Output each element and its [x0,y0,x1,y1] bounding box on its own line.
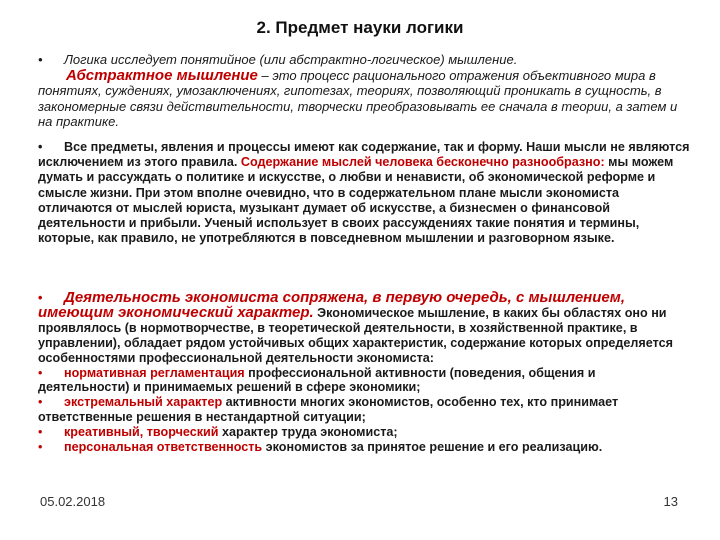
bullet: • [38,365,43,380]
p3-item-3-rest: характер труда экономиста; [218,425,398,440]
p3-item-2-term: экстремальный характер [64,395,223,410]
p2-highlight: Содержание мыслей человека бесконечно разнообразно: [240,155,605,170]
p3-item-4-term: персональная ответственность [64,440,263,455]
p1-lead: Логика исследует понятийное (или абстрактно-логическое) мышление. [64,52,518,67]
bullet: • [38,440,43,455]
p3-heading: Деятельность экономиста сопряжена, в первую очередь, с мышлением, имеющим экономический характер. [38,289,626,321]
p3-item-4-rest: экономистов за принятое решение и его реализацию. [262,440,603,455]
p3-item-1-rest: профессиональной активности (поведения, общения и деятельности) и принимаемых решений в сфере экономики; [38,365,596,395]
p2-text-2: мы можем думать и рассуждать о политике и искусстве, о любви и ненависти, об экономической реформе и смысле жизни. При этом вполне очевидно, что в содержательном плане мысли экономиста отличаются от мыслей юриста, музыкант думает об искусстве, а бизнесмен о финансовой деятельности и прибыли. Ученый использует в своих рассуждениях такие понятия и термины, которые, как правило, не употребляются в повседневном мышлении и разговорном языке. [38,155,674,246]
p2-text-1: Все предметы, явления и процессы имеют как содержание, так и форму. Наши мысли не являются исключением из этого правила. [38,140,690,170]
p1-rest: – это процесс рационального отражения объективного мира в понятиях, суждениях, умозаключениях, гипотезах, теориях, позволяющий проникать в сущность, в закономерные связи действительности, творчески преобразовывать ее сначала в теории, а затем и на практике. [38,67,678,129]
p3-item-1-term: нормативная регламентация [64,365,245,380]
bullet: • [38,291,43,305]
slide-title: 2. Предмет науки логики [256,18,464,37]
p3-item-3-term: креативный, творческий [64,425,219,440]
paragraph-logic-definition [38,52,690,130]
bullet: • [38,425,43,440]
paragraph-content-of-thought [38,140,690,246]
page-number: 13 [663,494,678,509]
p3-item-2-rest: активности многих экономистов, особенно тех, кто принимает ответственные решения в нестандартной ситуации; [38,395,619,425]
bullet: • [38,395,43,410]
p3-intro: Экономическое мышление, в каких бы областях оно ни проявлялось (в нормотворчестве, в теоретической деятельности, в хозяйственной практике, в управлении), обладает рядом устойчивых общих характеристик, содержание которых определяется особенностями профессиональной деятельности экономиста: [38,305,673,365]
p1-term: Абстрактное мышление [66,66,258,84]
bullet: • [38,52,43,67]
footer-date: 05.02.2018 [40,494,106,509]
paragraph-economist-thinking [38,291,690,455]
bullet: • [38,140,43,154]
